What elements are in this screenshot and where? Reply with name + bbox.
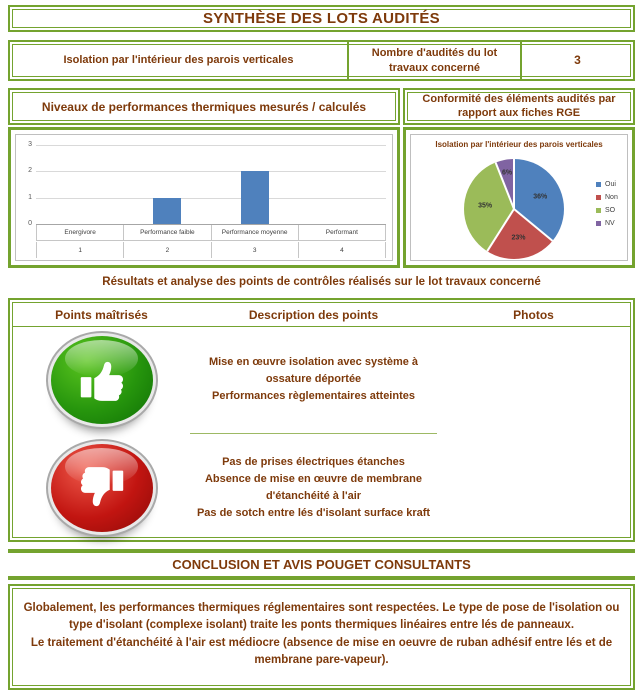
legend-label: Non	[605, 194, 618, 201]
column-header-points: Points maîtrisés	[55, 307, 148, 322]
conclusion-paragraph: Le traitement d'étanchéité à l'air est médiocre (absence de mise en oeuvre de ruban adhésif entre lés et de membrane pare-vapeur).	[30, 636, 613, 666]
category-name-row	[36, 225, 386, 241]
conclusion-heading: CONCLUSION ET AVIS POUGET CONSULTANTS	[8, 549, 635, 580]
bar-chart-title: Niveaux de performances thermiques mesurés / calculés	[41, 99, 367, 114]
pie-value-label: 36%	[533, 193, 548, 201]
pie-chart	[410, 134, 628, 261]
description-line: d'étanchéité à l'air	[265, 489, 362, 502]
result-row-negative	[13, 434, 630, 541]
legend-swatch	[596, 195, 601, 200]
gridline	[36, 145, 386, 146]
pie-chart-title-box	[403, 88, 635, 125]
row-photos-negative	[437, 434, 630, 541]
y-axis-tick: 2	[28, 167, 32, 175]
y-axis-tick: 1	[28, 193, 32, 201]
legend-label: Oui	[605, 181, 616, 188]
legend-label: SO	[605, 207, 616, 214]
description-line: Pas de prises électriques étanches	[222, 455, 405, 468]
category-label: Performant	[298, 225, 386, 240]
legend-swatch	[596, 208, 601, 213]
category-number: 2	[123, 242, 210, 258]
report-title-box	[8, 5, 635, 32]
gridline	[36, 198, 386, 199]
pie-legend	[596, 181, 618, 233]
legend-swatch	[596, 221, 601, 226]
bar-chart-title-box	[8, 88, 400, 125]
description-line: Mise en œuvre isolation avec système à	[208, 356, 419, 368]
bar	[153, 198, 181, 224]
slice-separator	[486, 208, 514, 251]
description-line: Pas de sotch entre lés d'isolant surface kraft	[196, 506, 431, 519]
audit-count-label-line1: Nombre d'audités du lot	[371, 47, 498, 60]
legend-item	[596, 181, 618, 188]
pie-subtitle: Isolation par l'intérieur des parois verticales	[435, 140, 603, 149]
category-label: Energivore	[36, 225, 123, 240]
results-table	[8, 298, 635, 542]
legend-label: NV	[605, 220, 615, 227]
column-header-description: Description des points	[248, 307, 379, 322]
legend-swatch	[596, 182, 601, 187]
pie-value-label: 23%	[511, 234, 526, 242]
pie-value-label: 6%	[502, 169, 513, 177]
audit-count-value: 3	[574, 52, 581, 67]
category-number: 4	[298, 242, 386, 258]
audit-count-label-line2: travaux concerné	[388, 61, 481, 74]
page-title: SYNTHÈSE DES LOTS AUDITÉS	[203, 10, 440, 27]
row-description-negative	[190, 434, 437, 541]
description-line: Absence de mise en œuvre de membrane	[204, 472, 423, 485]
y-axis-tick: 3	[28, 141, 32, 148]
row-description-positive	[190, 326, 437, 434]
row-photos-positive	[437, 326, 630, 434]
category-number: 3	[211, 242, 298, 258]
conclusion-paragraph: Globalement, les performances thermiques réglementaires sont respectées. Le type de pose de l'isolation ou type d'isolant (complexe isolant) traite les ponts thermiques linéaires entre lés de panneaux.	[23, 602, 620, 632]
slice-separator	[513, 159, 515, 209]
legend-item	[596, 194, 618, 201]
results-table-header	[13, 303, 630, 327]
lot-name: Isolation par l'intérieur des parois verticales	[63, 54, 294, 67]
thumbs-up-icon	[51, 336, 153, 424]
pie-chart-container	[403, 127, 635, 268]
bar-chart-container	[8, 127, 400, 268]
conclusion-text	[20, 600, 623, 669]
y-axis-tick: 0	[28, 220, 32, 227]
bar-chart	[15, 134, 393, 261]
bar	[241, 171, 269, 224]
gridline	[36, 171, 386, 172]
result-row-positive	[13, 326, 630, 434]
pie-chart-title: Conformité des éléments audités par rapport aux fiches RGE	[422, 92, 616, 119]
category-number-row	[36, 242, 386, 258]
audit-count-label	[347, 42, 522, 79]
description-line: ossature déportée	[265, 373, 362, 385]
description-line: Performances règlementaires atteintes	[212, 390, 415, 402]
pie-value-label: 35%	[478, 202, 493, 210]
results-heading: Résultats et analyse des points de contrôles réalisés sur le lot travaux concerné	[102, 276, 541, 288]
category-label: Performance moyenne	[211, 225, 298, 240]
legend-item	[596, 220, 618, 227]
category-label: Performance faible	[123, 225, 210, 240]
conclusion-box	[8, 584, 635, 690]
lot-info-row	[8, 40, 635, 81]
category-number: 1	[36, 242, 123, 258]
column-header-photos: Photos	[513, 307, 554, 322]
thumbs-down-icon	[51, 444, 153, 532]
legend-item	[596, 207, 618, 214]
